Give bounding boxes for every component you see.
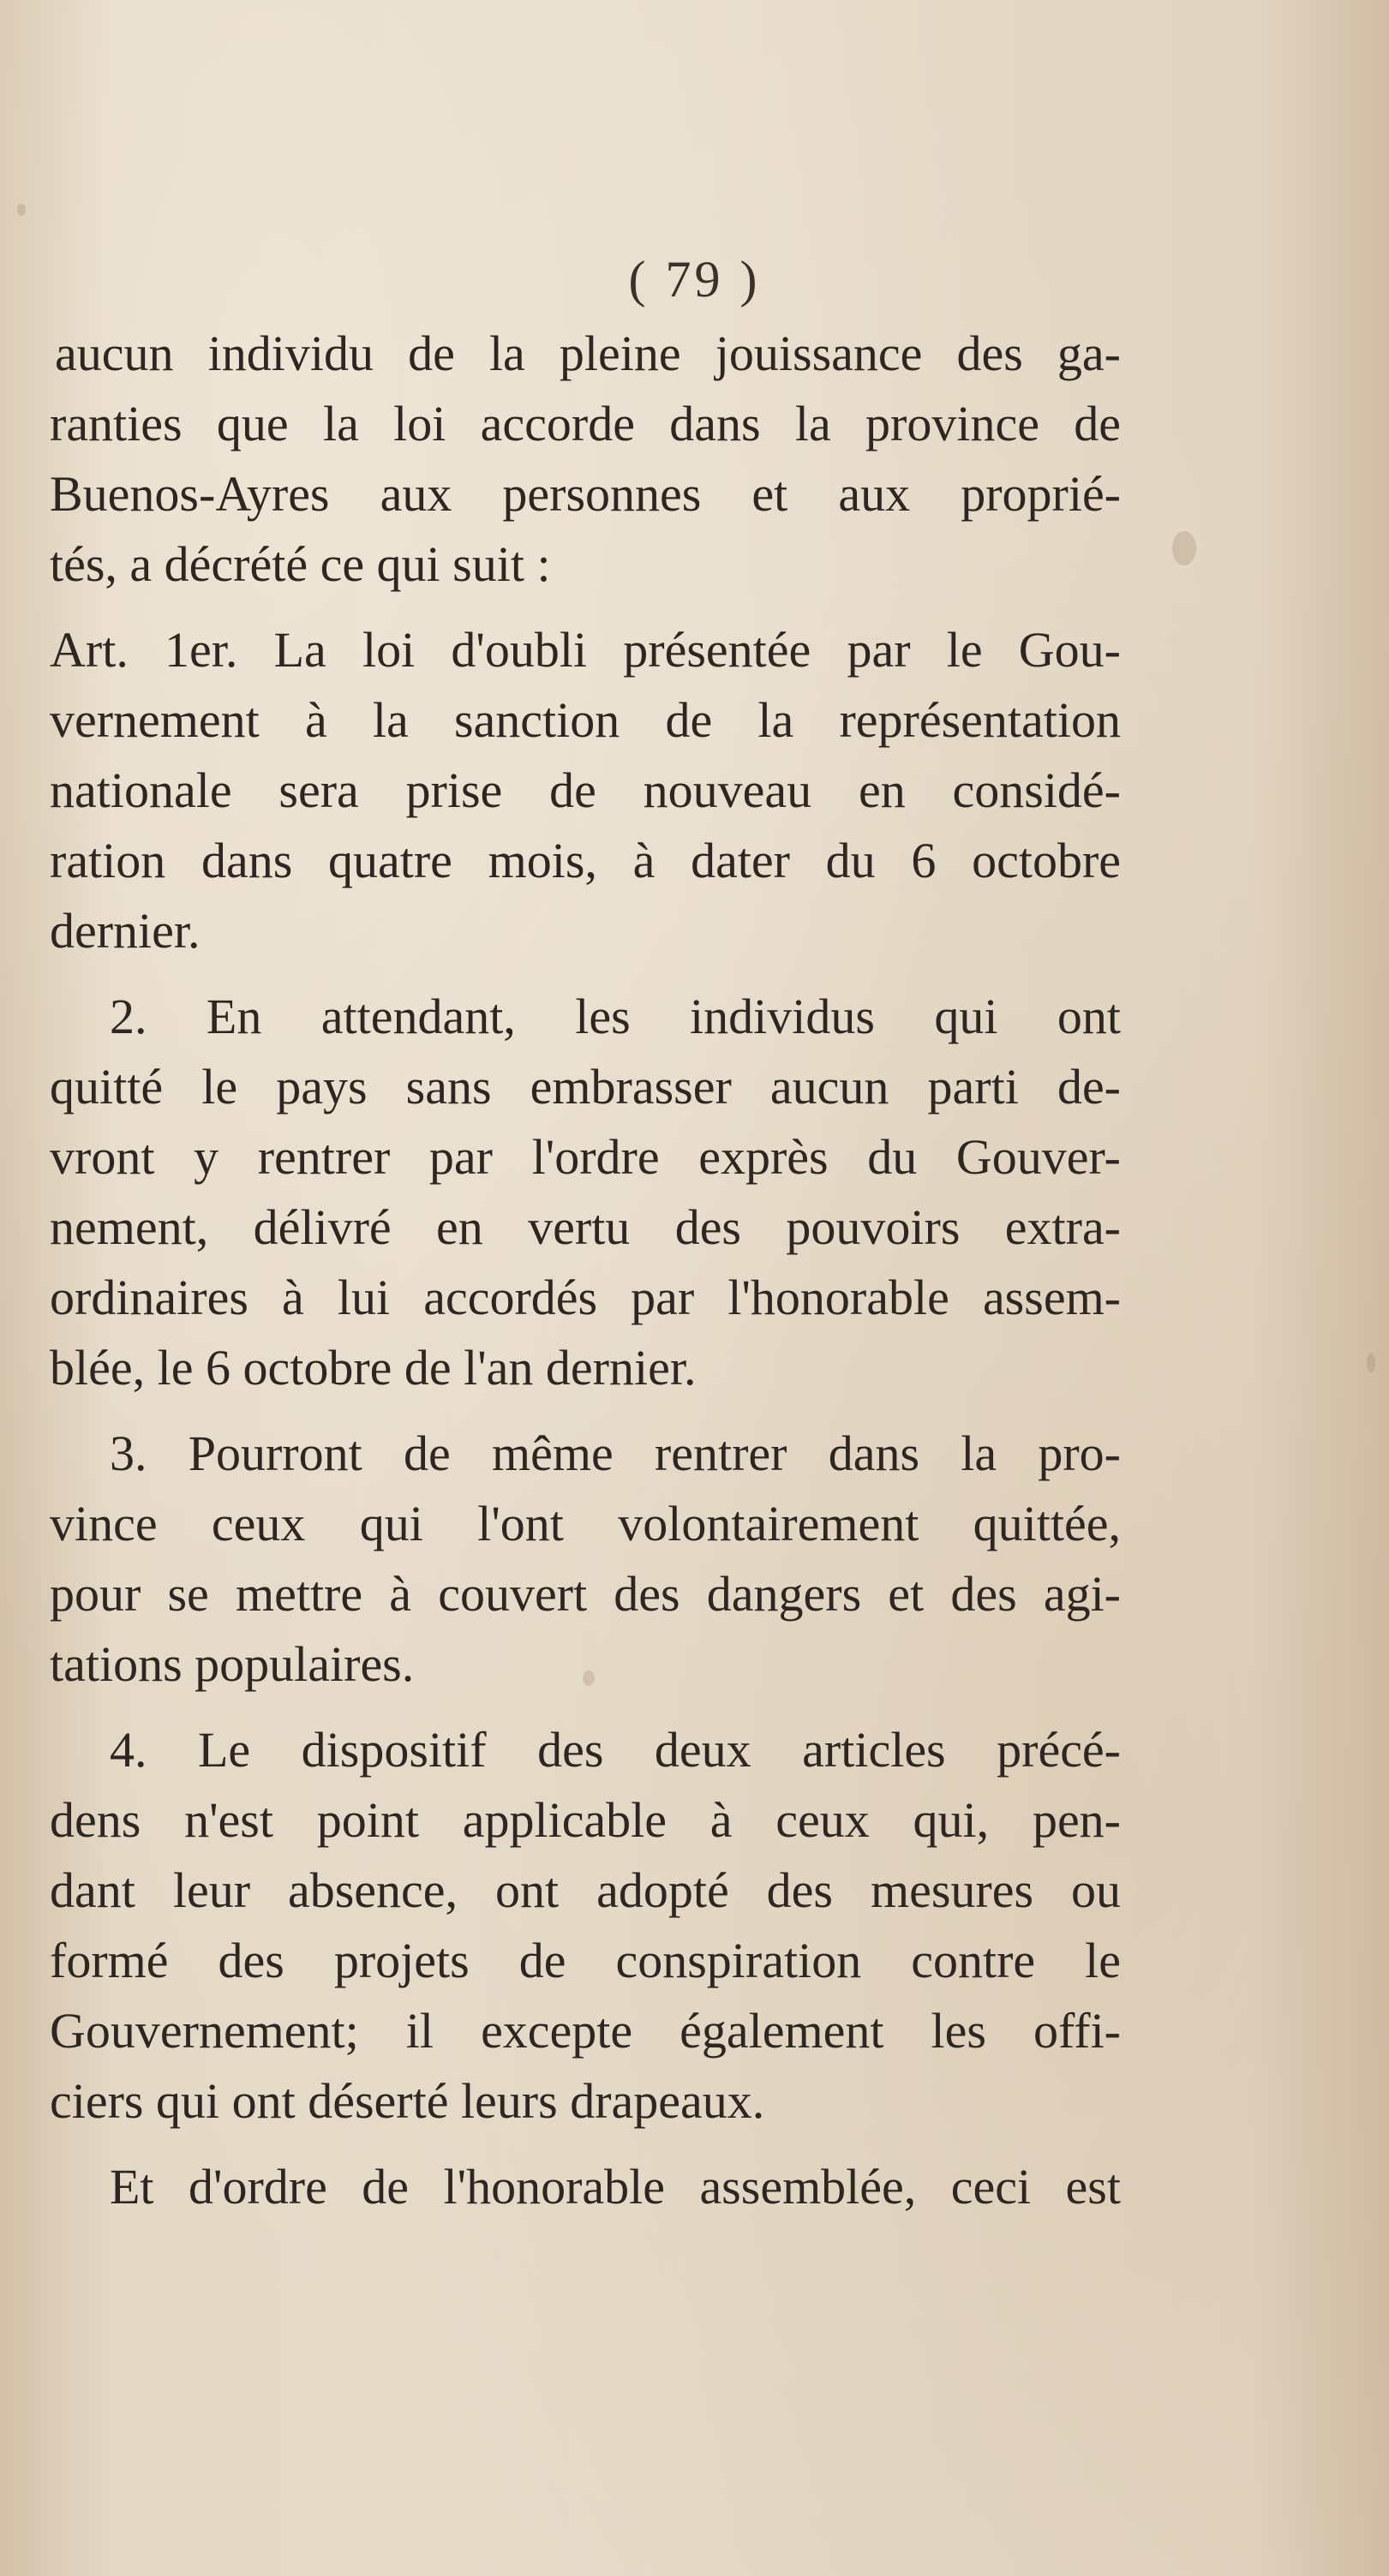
text-line: dernier. bbox=[50, 903, 201, 959]
text-line: ranties que la loi accorde dans la province de bbox=[50, 396, 1121, 451]
text-line: blée, le 6 octobre de l'an dernier. bbox=[50, 1340, 697, 1396]
text-line: vince ceux qui l'ont volontairement quittée, bbox=[50, 1496, 1121, 1551]
article-3-first-line: 3. Pourront de même rentrer dans la pro- bbox=[110, 1425, 1121, 1481]
text-line: tations populaires. bbox=[50, 1636, 415, 1692]
text-line: vront y rentrer par l'ordre exprès du Gouver- bbox=[50, 1129, 1121, 1185]
page-body bbox=[50, 319, 1121, 2222]
text-line: Gouvernement; il excepte également les offi- bbox=[50, 2003, 1121, 2059]
foxing-spot bbox=[1172, 531, 1196, 565]
text-line: aucun individu de la pleine jouissance des ga- bbox=[55, 326, 1121, 381]
foxing-spot bbox=[17, 204, 26, 216]
text-line: ciers qui ont déserté leurs drapeaux. bbox=[50, 2073, 765, 2129]
text-line: Buenos-Ayres aux personnes et aux proprié- bbox=[50, 466, 1121, 522]
text-line: ordinaires à lui accordés par l'honorable assem- bbox=[50, 1270, 1121, 1325]
text-line: formé des projets de conspiration contre le bbox=[50, 1933, 1121, 1988]
text-line: vernement à la sanction de la représentation bbox=[50, 692, 1121, 748]
text-line: dens n'est point applicable à ceux qui, pen- bbox=[50, 1792, 1121, 1848]
text-line: ration dans quatre mois, à dater du 6 octobre bbox=[50, 833, 1121, 888]
foxing-spot bbox=[1367, 1354, 1375, 1372]
article-2-first-line: 2. En attendant, les individus qui ont bbox=[110, 989, 1121, 1044]
text-line: nationale sera prise de nouveau en considé- bbox=[50, 762, 1121, 818]
article-1-first-line: Art. 1er. La loi d'oubli présentée par le Gou- bbox=[50, 622, 1121, 678]
text-line: dant leur absence, ont adopté des mesures ou bbox=[50, 1862, 1121, 1918]
text-line: nement, délivré en vertu des pouvoirs extra- bbox=[50, 1199, 1121, 1255]
page-number: ( 79 ) bbox=[628, 251, 761, 308]
text-line: tés, a décrété ce qui suit : bbox=[50, 536, 551, 592]
closing-line: Et d'ordre de l'honorable assemblée, ceci est bbox=[110, 2159, 1121, 2214]
article-4-first-line: 4. Le dispositif des deux articles précé- bbox=[110, 1722, 1121, 1778]
text-line: pour se mettre à couvert des dangers et des agi- bbox=[50, 1566, 1121, 1622]
text-line: quitté le pays sans embrasser aucun parti de- bbox=[50, 1059, 1121, 1115]
